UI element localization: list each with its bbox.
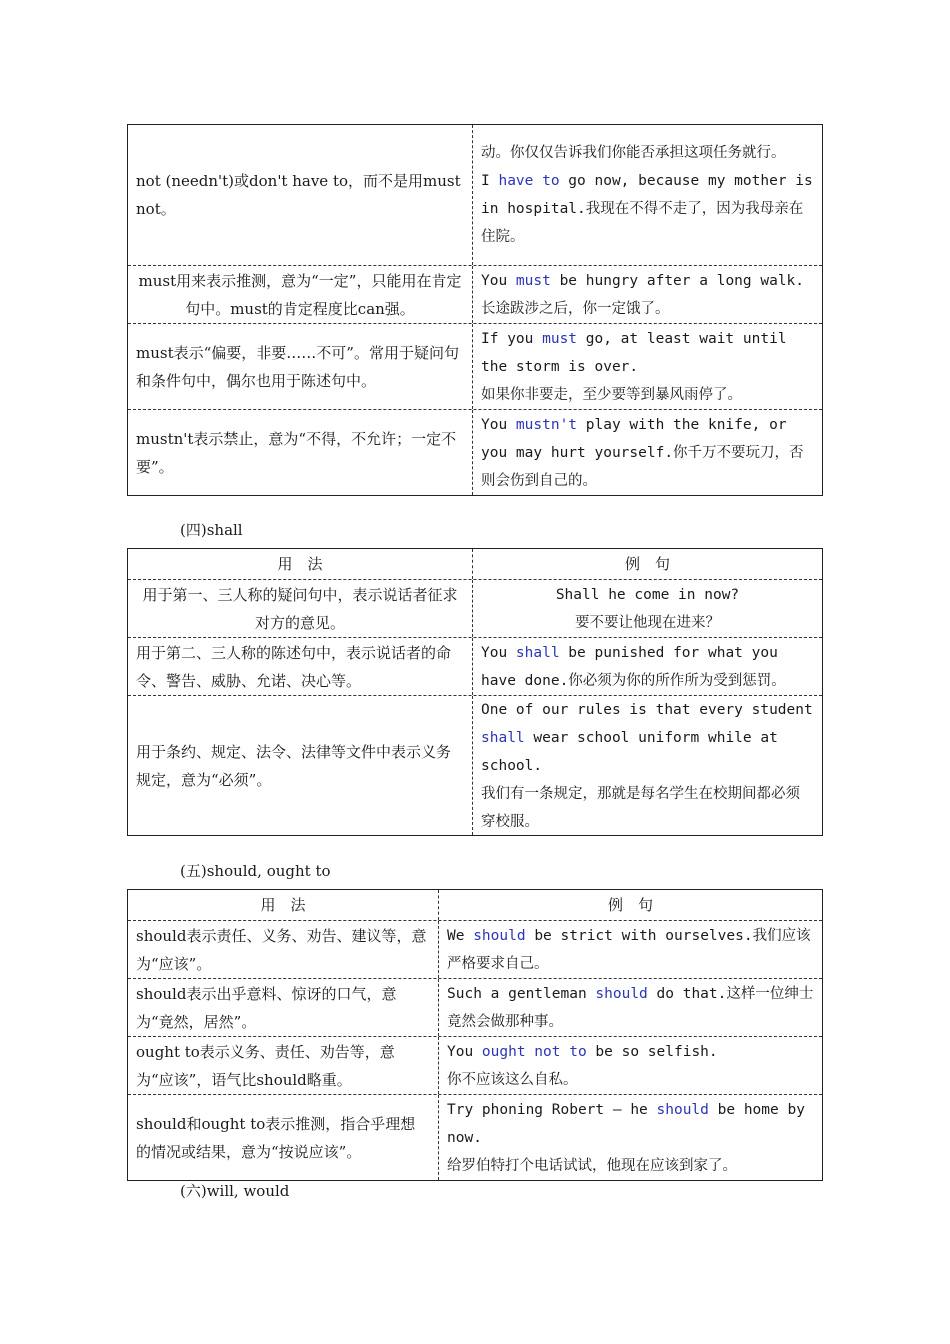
- example-text: You ought not to be so selfish. 你不应该这么自私。: [447, 1043, 718, 1088]
- table-row: [128, 409, 822, 495]
- example-cell: [472, 266, 822, 323]
- table-row: [128, 637, 822, 695]
- usage-cell: [128, 266, 472, 323]
- example-cell: [472, 125, 822, 265]
- table-row: [128, 920, 822, 978]
- usage-text: must表示“偏要，非要……不可”。常用于疑问句和条件句中，偶尔也用于陈述句中。: [136, 343, 459, 390]
- example-cell: [472, 410, 822, 495]
- table-row: [128, 323, 822, 409]
- usage-cell: [128, 921, 438, 978]
- highlighted-keyword: must: [542, 330, 578, 347]
- usage-text: 用于第二、三人称的陈述句中，表示说话者的命令、警告、威胁、允诺、决心等。: [136, 643, 452, 690]
- table-row: [128, 579, 822, 637]
- example-cell: [438, 1095, 822, 1180]
- header-usage: 用 法: [277, 555, 323, 573]
- example-cell: [472, 580, 822, 637]
- example-text: Shall he come in now? 要不要让他现在进来？: [555, 586, 740, 631]
- shall-usage-table: [127, 548, 823, 836]
- example-cell: [472, 324, 822, 409]
- usage-text: ought to表示义务、责任、劝告等，意为“应该”，语气比should略重。: [136, 1042, 395, 1089]
- table-row: [128, 265, 822, 323]
- table-row: [128, 1094, 822, 1180]
- example-text: You must be hungry after a long walk. 长途跋涉之后，你一定饿了。: [481, 272, 805, 317]
- example-cell: [472, 696, 822, 835]
- example-text: We should be strict with ourselves.我们应该严格要求自己。: [447, 927, 811, 972]
- header-example: 例 句: [472, 549, 822, 579]
- usage-cell: [128, 979, 438, 1036]
- highlighted-keyword: shall: [481, 729, 525, 746]
- usage-cell: [128, 638, 472, 695]
- highlighted-keyword: shall: [515, 644, 560, 661]
- example-text: One of our rules is that every student shall wear school uniform while at school. 我们有一条规定，那就是每名学生在校期间都必须穿校服。: [481, 701, 813, 830]
- usage-cell: [128, 410, 472, 495]
- example-cell: [438, 921, 822, 978]
- highlighted-keyword: should: [656, 1101, 709, 1118]
- should-usage-table: [127, 889, 823, 1181]
- usage-cell: [128, 696, 472, 835]
- highlighted-keyword: should: [473, 927, 526, 944]
- table-row: [128, 1036, 822, 1094]
- highlighted-keyword: have to: [498, 173, 560, 189]
- usage-cell: [128, 125, 472, 265]
- header-example: 例 句: [438, 890, 822, 920]
- usage-text: should表示出乎意料、惊讶的口气，意为“竟然，居然”。: [136, 984, 397, 1031]
- example-text: You mustn't play with the knife, or you may hurt yourself.你千万不要玩刀，否则会伤到自己的。: [481, 416, 804, 489]
- usage-text: mustn't表示禁止，意为“不得，不允许；一定不要”。: [136, 429, 457, 476]
- usage-text: 用于第一、三人称的疑问句中，表示说话者征求对方的意见。: [142, 585, 458, 632]
- usage-cell: [128, 580, 472, 637]
- header-usage: 用 法: [260, 896, 306, 914]
- highlighted-keyword: mustn't: [515, 416, 578, 433]
- section-heading-should: (五)should, ought to: [180, 862, 331, 880]
- must-usage-table: [127, 124, 823, 496]
- usage-cell: [128, 1037, 438, 1094]
- usage-text: must用来表示推测，意为“一定”，只能用在肯定句中。must的肯定程度比can强。: [138, 271, 462, 318]
- table-row: [128, 125, 822, 265]
- example-cell: [472, 638, 822, 695]
- example-text: Such a gentleman should do that.这样一位绅士竟然会做那种事。: [447, 985, 814, 1030]
- usage-text: should和ought to表示推测，指合乎理想的情况或结果，意为“按说应该”。: [136, 1114, 416, 1161]
- section-heading-shall: (四)shall: [180, 521, 243, 539]
- table-row: [128, 695, 822, 835]
- example-cell: [438, 979, 822, 1036]
- highlighted-keyword: must: [515, 272, 551, 289]
- usage-cell: [128, 324, 472, 409]
- usage-text: 用于条约、规定、法令、法律等文件中表示义务规定，意为“必须”。: [136, 742, 452, 789]
- example-text: If you must go, at least wait until the storm is over. 如果你非要走，至少要等到暴风雨停了。: [481, 330, 787, 403]
- example-text: 动。你仅仅告诉我们你能否承担这项任务就行。 I have to go now, because my mother is in hospital.我现在不得不走了，因为我母亲在住院。: [481, 145, 813, 245]
- usage-cell: [128, 1095, 438, 1180]
- example-text: You shall be punished for what you have done.你必须为你的所作所为受到惩罚。: [481, 644, 786, 689]
- highlighted-keyword: should: [595, 985, 648, 1002]
- table-header-row: [128, 549, 822, 579]
- usage-text: not (needn't)或don't have to，而不是用must not。: [136, 172, 461, 218]
- example-cell: [438, 1037, 822, 1094]
- table-row: [128, 978, 822, 1036]
- section-heading-will: (六)will, would: [180, 1182, 290, 1200]
- highlighted-keyword: ought not to: [481, 1043, 587, 1060]
- table-header-row: [128, 890, 822, 920]
- example-text: Try phoning Robert — he should be home by now. 给罗伯特打个电话试试，他现在应该到家了。: [447, 1101, 805, 1174]
- usage-text: should表示责任、义务、劝告、建议等，意为“应该”。: [136, 926, 427, 973]
